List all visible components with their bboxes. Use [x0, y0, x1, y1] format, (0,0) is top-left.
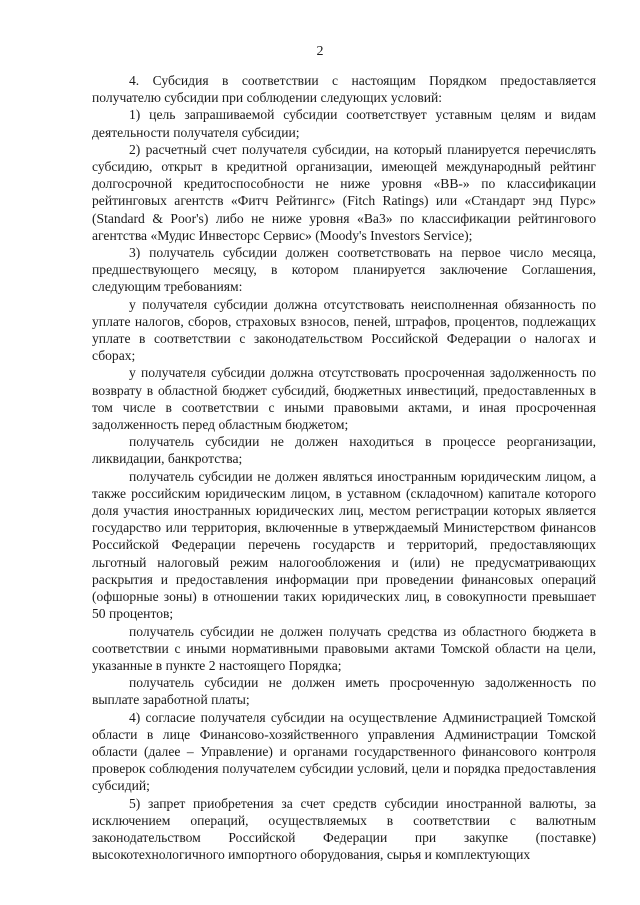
paragraph-item-3-requirements: 3) получатель субсидии должен соответствовать на первое число месяца, предшествующего месяцу, в котором планируется заключение Соглашения, следующим требованиям: [92, 245, 596, 295]
paragraph-requirement-budget-debt: у получателя субсидии должна отсутствовать просроченная задолженность по возврату в областной бюджет субсидий, бюджетных инвестиций, предоставленных в том числе в соответствии с иными правовыми актами, и иная просроченная задолженность перед областным бюджетом; [92, 365, 596, 433]
paragraph-condition-4: 4. Субсидия в соответствии с настоящим Порядком предоставляется получателю субсидии при соблюдении следующих условий: [92, 73, 596, 106]
paragraph-item-1-purpose: 1) цель запрашиваемой субсидии соответствует уставным целям и видам деятельности получателя субсидии; [92, 107, 596, 140]
paragraph-requirement-other-funds: получатель субсидии не должен получать средства из областного бюджета в соответствии с иными нормативными правовыми актами Томской области на цели, указанные в пункте 2 настоящего Порядка; [92, 623, 596, 673]
paragraph-requirement-reorganization: получатель субсидии не должен находиться в процессе реорганизации, ликвидации, банкротства; [92, 434, 596, 467]
paragraph-requirement-wages: получатель субсидии не должен иметь просроченную задолженность по выплате заработной платы; [92, 675, 596, 708]
paragraph-requirement-taxes: у получателя субсидии должна отсутствовать неисполненная обязанность по уплате налогов, сборов, страховых взносов, пеней, штрафов, процентов, подлежащих уплате в соответствии с законодательством Российской Федерации о налогах и сборах; [92, 296, 596, 364]
paragraph-item-5-currency: 5) запрет приобретения за счет средств субсидии иностранной валюты, за исключением операций, осуществляемых в соответствии с валютным законодательством Российской Федерации при закупке (поставке) высокотехнологичного импортного оборудования, сырья и комплектующих [92, 795, 596, 863]
document-body [92, 72, 596, 863]
paragraph-requirement-foreign-entity: получатель субсидии не должен являться иностранным юридическим лицом, а также российским юридическим лицом, в уставном (складочном) капитале которого доля участия иностранных юридических лиц, местом регистрации которых является государство или территория, включенные в утверждаемый Министерством финансов Российской Федерации перечень государств и территорий, предоставляющих льготный налоговый режим налогообложения и (или) не предусматривающих раскрытия и предоставления информации при проведении финансовых операций (офшорные зоны) в отношении таких юридических лиц, в совокупности превышает 50 процентов; [92, 468, 596, 622]
page-number: 2 [316, 44, 324, 59]
paragraph-item-2-bank-account: 2) расчетный счет получателя субсидии, на который планируется перечислять субсидию, открыт в кредитной организации, имеющей международный рейтинг долгосрочной кредитоспособности не ниже уровня «ВВ-» по классификации рейтинговых агентств «Фитч Рейтингс» (Fitch Ratings) или «Стандарт энд Пурс» (Standard & Poor's) либо не ниже уровня «Ba3» по классификации рейтингового агентства «Мудис Инвесторс Сервис» (Moody's Investors Service); [92, 141, 596, 243]
paragraph-item-4-consent: 4) согласие получателя субсидии на осуществление Администрацией Томской области в лице Финансово-хозяйственного управления Администрации Томской области (далее – Управление) и органами государственного финансового контроля проверок соблюдения получателем субсидии условий, цели и порядка предоставления субсидий; [92, 709, 596, 794]
